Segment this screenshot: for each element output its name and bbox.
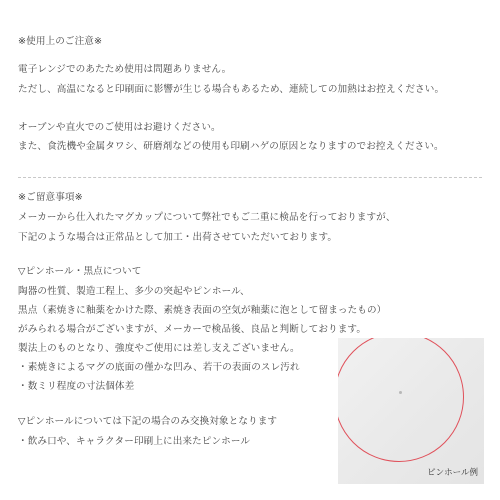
usage-note-line: ただし、高温になると印刷面に影響が生じる場合もあるため、連続しての加熱はお控えください。	[18, 84, 445, 95]
exchange-heading: ▽ピンホールについては下記の場合のみ交換対象となります	[18, 416, 278, 427]
usage-note-line: 電子レンジでのあたため使用は問題ありません。	[18, 64, 232, 75]
exchange-line: ・飲み口や、キャラクター印刷上に出来たピンホール	[18, 436, 251, 447]
pinhole-line: 黒点（素焼きに釉薬をかけた際、素焼き表面の空気が釉薬に泡として留まったもの）	[18, 305, 387, 316]
usage-note-line: オーブンや直火でのご使用はお避けください。	[18, 122, 221, 133]
usage-note-heading: ※使用上のご注意※	[18, 36, 103, 47]
highlight-circle	[338, 338, 464, 462]
pinhole-line: がみられる場合がございますが、メーカーで検品後、良品と判断しております。	[18, 324, 367, 335]
usage-note-line: また、食洗機や金属タワシ、研磨剤などの使用も印刷ハゲの原因となりますのでお控えください。	[18, 141, 444, 152]
notice-heading: ※ご留意事項※	[18, 192, 83, 203]
pinhole-line: ・素焼きによるマグの底面の僅かな凹み、若干の表面のスレ汚れ	[18, 362, 300, 373]
pinhole-example-image	[338, 338, 484, 484]
pinhole-dot	[399, 391, 402, 394]
notice-line: メーカーから仕入れたマグカップについて弊社でもご二重に検品を行っておりますが、	[18, 212, 396, 223]
pinhole-example-caption: ピンホール例	[427, 468, 478, 478]
pinhole-line: 製法上のものとなり、強度やご使用には差し支えございません。	[18, 343, 300, 354]
section-divider	[18, 177, 482, 178]
pinhole-line: ・数ミリ程度の寸法個体差	[18, 381, 135, 392]
pinhole-line: 陶器の性質、製造工程上、多少の突起やピンホール、	[18, 286, 250, 297]
notice-line: 下記のような場合は正常品として加工・出荷させていただいております。	[18, 232, 338, 243]
pinhole-heading: ▽ピンホール・黒点について	[18, 266, 142, 277]
